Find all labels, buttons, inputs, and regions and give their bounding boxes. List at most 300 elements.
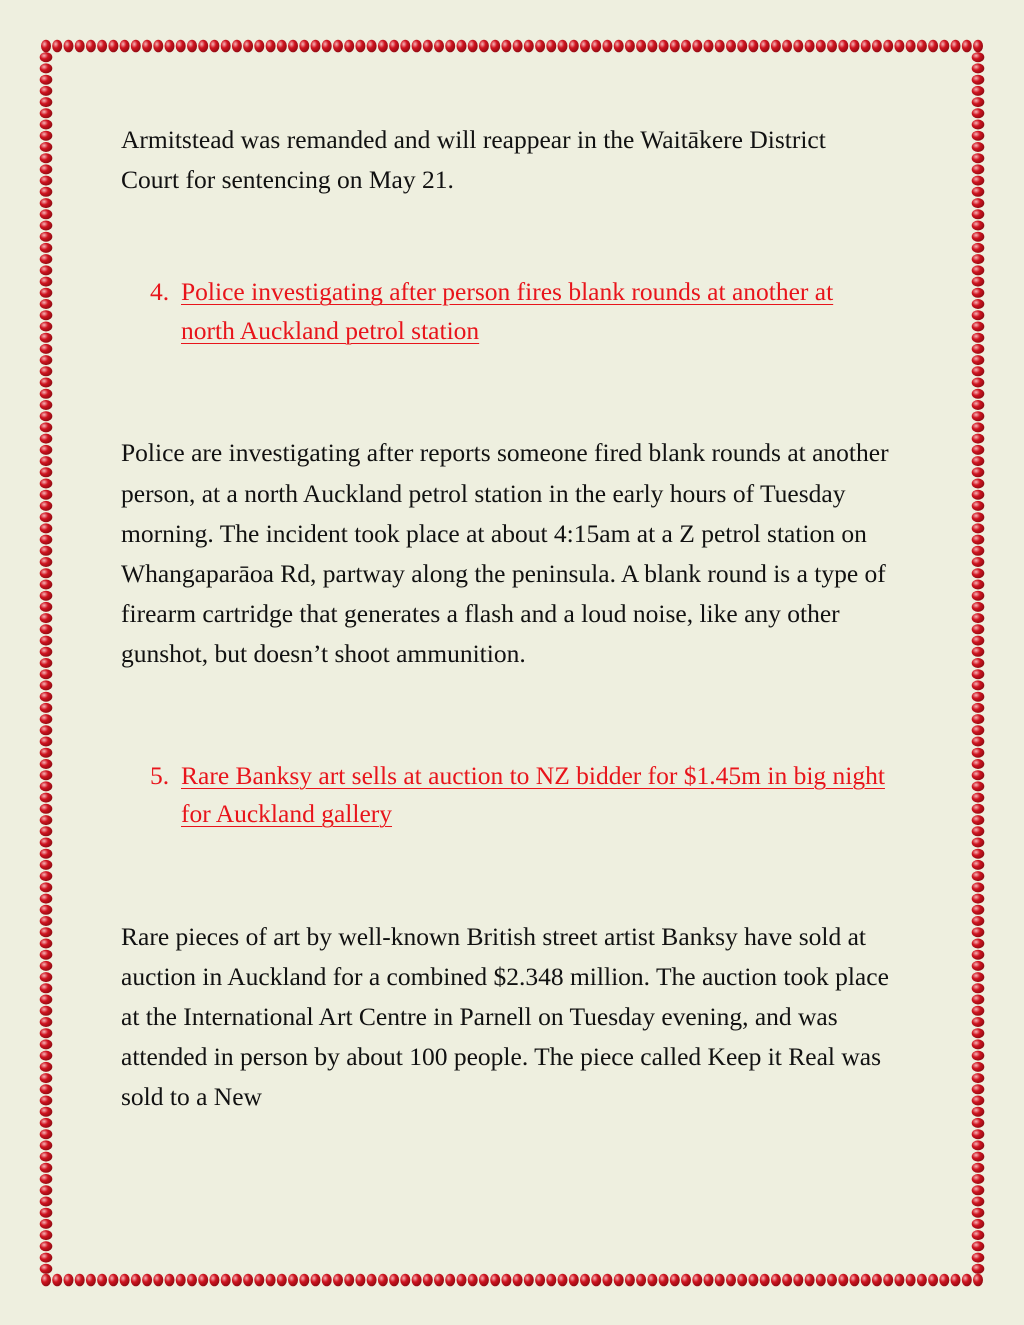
bead xyxy=(972,591,985,601)
bead xyxy=(40,467,53,477)
bead xyxy=(894,40,904,53)
bead xyxy=(153,1274,163,1287)
bead xyxy=(187,40,197,53)
bead xyxy=(972,849,985,859)
bead xyxy=(535,1274,545,1287)
bead xyxy=(972,164,985,174)
bead xyxy=(782,1274,792,1287)
bead xyxy=(760,40,770,53)
bead xyxy=(40,580,53,590)
bead xyxy=(972,927,985,937)
bead xyxy=(972,703,985,713)
bead xyxy=(108,1274,118,1287)
bead xyxy=(40,725,53,735)
bead xyxy=(40,333,53,343)
bead xyxy=(176,1274,186,1287)
bead xyxy=(40,366,53,376)
bead xyxy=(973,40,983,53)
bead xyxy=(972,120,985,130)
bead xyxy=(580,40,590,53)
bead xyxy=(972,535,985,545)
bead xyxy=(209,40,219,53)
bead xyxy=(86,40,96,53)
bead xyxy=(793,40,803,53)
bead xyxy=(972,1174,985,1184)
bead xyxy=(299,1274,309,1287)
bead xyxy=(972,1197,985,1207)
bead xyxy=(704,40,714,53)
bead xyxy=(972,411,985,421)
bead xyxy=(142,1274,152,1287)
heading-number-5: 5. xyxy=(150,760,170,790)
bead xyxy=(412,40,422,53)
bead xyxy=(501,40,511,53)
bead xyxy=(40,108,53,118)
bead xyxy=(40,1062,53,1072)
bead xyxy=(40,75,53,85)
bead xyxy=(972,748,985,758)
bead xyxy=(40,568,53,578)
bead xyxy=(972,389,985,399)
bead xyxy=(457,40,467,53)
bead xyxy=(513,40,523,53)
bead xyxy=(299,40,309,53)
bead xyxy=(771,40,781,53)
bead xyxy=(939,40,949,53)
bead xyxy=(40,97,53,107)
bead xyxy=(972,636,985,646)
bead xyxy=(972,490,985,500)
bead xyxy=(468,1274,478,1287)
bead xyxy=(367,40,377,53)
bead xyxy=(972,804,985,814)
bead xyxy=(108,40,118,53)
bead xyxy=(75,1274,85,1287)
bead xyxy=(972,97,985,107)
bead xyxy=(972,894,985,904)
bead xyxy=(546,40,556,53)
bead xyxy=(40,1006,53,1016)
bead xyxy=(951,40,961,53)
bead xyxy=(40,299,53,309)
bead xyxy=(972,75,985,85)
bead xyxy=(40,1084,53,1094)
bead xyxy=(972,243,985,253)
bead xyxy=(972,131,985,141)
bead xyxy=(972,759,985,769)
bead xyxy=(951,1274,961,1287)
bead xyxy=(972,1028,985,1038)
bead xyxy=(972,1241,985,1251)
bead xyxy=(40,120,53,130)
bead xyxy=(40,927,53,937)
bead xyxy=(40,950,53,960)
bead xyxy=(636,40,646,53)
bead xyxy=(277,1274,287,1287)
bead xyxy=(40,400,53,410)
bead xyxy=(40,995,53,1005)
bead xyxy=(40,557,53,567)
bead xyxy=(972,422,985,432)
bead xyxy=(972,624,985,634)
bead xyxy=(972,916,985,926)
bead xyxy=(40,1230,53,1240)
bead xyxy=(972,108,985,118)
bead xyxy=(972,355,985,365)
bead xyxy=(40,1039,53,1049)
bead xyxy=(40,232,53,242)
bead xyxy=(636,1274,646,1287)
bead xyxy=(412,1274,422,1287)
bead xyxy=(726,40,736,53)
bead xyxy=(120,40,130,53)
bead xyxy=(972,479,985,489)
bead xyxy=(894,1274,904,1287)
bead xyxy=(378,40,388,53)
bead xyxy=(434,40,444,53)
bead xyxy=(972,714,985,724)
bead xyxy=(715,40,725,53)
bead xyxy=(972,434,985,444)
bead xyxy=(972,277,985,287)
bead xyxy=(972,232,985,242)
bead xyxy=(972,546,985,556)
bead xyxy=(355,40,365,53)
bead xyxy=(962,1274,972,1287)
bead xyxy=(97,40,107,53)
bead xyxy=(311,40,321,53)
bead xyxy=(40,1174,53,1184)
bead xyxy=(40,613,53,623)
bead xyxy=(972,400,985,410)
bead xyxy=(40,658,53,668)
bead xyxy=(972,221,985,231)
bead xyxy=(344,40,354,53)
bead xyxy=(40,1264,53,1274)
bead xyxy=(972,265,985,275)
bead xyxy=(972,1107,985,1117)
bead xyxy=(972,333,985,343)
bead xyxy=(972,568,985,578)
bead xyxy=(254,40,264,53)
bead xyxy=(40,871,53,881)
bead xyxy=(850,1274,860,1287)
bead xyxy=(40,322,53,332)
bead xyxy=(40,1118,53,1128)
bead xyxy=(614,1274,624,1287)
bead xyxy=(872,40,882,53)
bead xyxy=(40,277,53,287)
bead xyxy=(972,658,985,668)
bead xyxy=(917,1274,927,1287)
bead xyxy=(333,1274,343,1287)
bead xyxy=(670,1274,680,1287)
bead xyxy=(40,221,53,231)
bead xyxy=(827,1274,837,1287)
bead xyxy=(827,40,837,53)
bead xyxy=(423,1274,433,1287)
bead xyxy=(602,40,612,53)
bead xyxy=(972,1118,985,1128)
bead xyxy=(838,1274,848,1287)
bead xyxy=(468,40,478,53)
bead xyxy=(805,40,815,53)
bead xyxy=(176,40,186,53)
paragraph-banksy: Rare pieces of art by well-known British street artist Banksy have sold at auction in Auckland for a combined $2.348 million. The auction took place at the International Art Centre in Parnell on Tuesday evening, and was attended in person by about 100 people. The piece called Keep it Real was sold to a New xyxy=(121,921,889,1112)
bead xyxy=(692,1274,702,1287)
bead xyxy=(40,355,53,365)
bead xyxy=(40,176,53,186)
bead xyxy=(243,40,253,53)
bead xyxy=(187,1274,197,1287)
bead xyxy=(40,434,53,444)
bead xyxy=(40,669,53,679)
bead xyxy=(972,995,985,1005)
bead xyxy=(40,288,53,298)
bead xyxy=(816,40,826,53)
bead xyxy=(972,1163,985,1173)
bead xyxy=(131,40,141,53)
bead xyxy=(479,1274,489,1287)
bead xyxy=(400,40,410,53)
bead xyxy=(972,1051,985,1061)
paragraph-blank-rounds: Police are investigating after reports someone fired blank rounds at another person, at a north Auckland petrol station in the early hours of Tuesday morning. The incident took place at about 4:15am at a Z petrol station on Whangaparāoa Rd, partway along the peninsula. A blank round is a type of firearm cartridge that generates a flash and a loud noise, like any other gunshot, but doesn’t shoot ammunition. xyxy=(121,438,889,669)
bead xyxy=(972,950,985,960)
bead xyxy=(40,849,53,859)
bead xyxy=(40,479,53,489)
bead xyxy=(625,1274,635,1287)
bead xyxy=(479,40,489,53)
bead xyxy=(524,40,534,53)
bead xyxy=(591,40,601,53)
bead xyxy=(513,1274,523,1287)
bead xyxy=(311,1274,321,1287)
bead xyxy=(40,422,53,432)
bead xyxy=(40,770,53,780)
bead xyxy=(40,243,53,253)
bead xyxy=(972,288,985,298)
bead xyxy=(816,1274,826,1287)
bead xyxy=(40,636,53,646)
bead xyxy=(40,52,53,62)
bead xyxy=(423,40,433,53)
bead xyxy=(322,40,332,53)
bead xyxy=(972,254,985,264)
bead xyxy=(659,40,669,53)
bead xyxy=(221,1274,231,1287)
bead xyxy=(962,40,972,53)
bead xyxy=(972,467,985,477)
bead xyxy=(288,1274,298,1287)
bead xyxy=(40,187,53,197)
bead xyxy=(40,759,53,769)
bead xyxy=(580,1274,590,1287)
bead xyxy=(972,1219,985,1229)
bead xyxy=(232,40,242,53)
bead xyxy=(972,939,985,949)
bead xyxy=(972,52,985,62)
bead xyxy=(726,1274,736,1287)
bead xyxy=(928,1274,938,1287)
bead xyxy=(546,1274,556,1287)
bead xyxy=(40,714,53,724)
bead xyxy=(972,1185,985,1195)
bead xyxy=(972,961,985,971)
bead xyxy=(715,1274,725,1287)
bead xyxy=(165,1274,175,1287)
bead xyxy=(972,1096,985,1106)
bead xyxy=(40,310,53,320)
bead xyxy=(40,703,53,713)
bead xyxy=(40,344,53,354)
heading-item-5 xyxy=(121,757,921,834)
bead xyxy=(972,602,985,612)
bead xyxy=(972,815,985,825)
bead xyxy=(972,344,985,354)
bead xyxy=(266,40,276,53)
bead xyxy=(40,894,53,904)
bead xyxy=(367,1274,377,1287)
bead xyxy=(760,1274,770,1287)
bead xyxy=(906,40,916,53)
bead xyxy=(906,1274,916,1287)
bead xyxy=(883,1274,893,1287)
bead xyxy=(40,411,53,421)
bead xyxy=(243,1274,253,1287)
bead xyxy=(40,961,53,971)
bead xyxy=(704,1274,714,1287)
bead xyxy=(40,815,53,825)
bead xyxy=(972,692,985,702)
bead xyxy=(972,1253,985,1263)
bead xyxy=(972,299,985,309)
bead xyxy=(52,1274,62,1287)
bead xyxy=(142,40,152,53)
bead xyxy=(40,983,53,993)
bead xyxy=(939,1274,949,1287)
bead xyxy=(232,1274,242,1287)
bead xyxy=(524,1274,534,1287)
bead xyxy=(209,1274,219,1287)
bead xyxy=(972,680,985,690)
bead xyxy=(40,254,53,264)
bead xyxy=(40,624,53,634)
bead xyxy=(40,501,53,511)
bead xyxy=(972,647,985,657)
bead xyxy=(40,602,53,612)
bead xyxy=(501,1274,511,1287)
bead xyxy=(52,40,62,53)
article-link-petrol-station[interactable]: Police investigating after person fires blank rounds at another at north Auckland petrol station xyxy=(181,277,834,345)
bead xyxy=(40,1241,53,1251)
bead xyxy=(972,512,985,522)
bead xyxy=(861,1274,871,1287)
bead xyxy=(972,972,985,982)
bead xyxy=(972,187,985,197)
bead xyxy=(322,1274,332,1287)
bead xyxy=(40,1140,53,1150)
bead xyxy=(861,40,871,53)
bead xyxy=(972,1152,985,1162)
bead xyxy=(40,1185,53,1195)
bead xyxy=(659,1274,669,1287)
bead xyxy=(771,1274,781,1287)
bead xyxy=(40,456,53,466)
bead xyxy=(928,40,938,53)
bead xyxy=(490,40,500,53)
bead xyxy=(41,40,51,53)
bead xyxy=(681,40,691,53)
bead xyxy=(972,613,985,623)
bead xyxy=(972,523,985,533)
heading-item-4 xyxy=(121,273,885,350)
bead xyxy=(40,131,53,141)
bead xyxy=(40,1208,53,1218)
bead xyxy=(748,40,758,53)
bead xyxy=(40,153,53,163)
bead xyxy=(41,1274,51,1287)
bead xyxy=(40,209,53,219)
bead xyxy=(793,1274,803,1287)
bead xyxy=(972,770,985,780)
bead xyxy=(838,40,848,53)
bead xyxy=(333,40,343,53)
bead xyxy=(972,871,985,881)
bead xyxy=(198,40,208,53)
bead xyxy=(681,1274,691,1287)
bead xyxy=(400,1274,410,1287)
bead xyxy=(972,826,985,836)
document-content xyxy=(121,120,911,1118)
bead xyxy=(972,838,985,848)
bead xyxy=(972,1129,985,1139)
bead xyxy=(40,63,53,73)
bead xyxy=(40,916,53,926)
bead xyxy=(40,939,53,949)
bead xyxy=(647,40,657,53)
bead xyxy=(972,1073,985,1083)
bead xyxy=(389,40,399,53)
bead xyxy=(558,40,568,53)
bead xyxy=(591,1274,601,1287)
bead xyxy=(97,1274,107,1287)
bead xyxy=(558,1274,568,1287)
bead xyxy=(972,1017,985,1027)
bead xyxy=(972,983,985,993)
bead xyxy=(972,445,985,455)
bead xyxy=(40,445,53,455)
bead xyxy=(972,1062,985,1072)
bead xyxy=(40,378,53,388)
bead xyxy=(40,804,53,814)
bead xyxy=(40,142,53,152)
bead xyxy=(972,501,985,511)
bead xyxy=(40,860,53,870)
paragraph-sentencing: Armitstead was remanded and will reappear in the Waitākere District Court for sentencing on May 21. xyxy=(121,125,826,195)
bead xyxy=(40,793,53,803)
bead xyxy=(40,692,53,702)
bead xyxy=(569,1274,579,1287)
bead xyxy=(805,1274,815,1287)
bead xyxy=(972,882,985,892)
bead xyxy=(40,826,53,836)
bead xyxy=(972,860,985,870)
article-link-banksy-auction[interactable]: Rare Banksy art sells at auction to NZ bidder for $1.45m in big night for Auckland gallery xyxy=(181,760,885,829)
bead xyxy=(748,1274,758,1287)
bead xyxy=(40,1073,53,1083)
bead xyxy=(40,1197,53,1207)
bead xyxy=(254,1274,264,1287)
